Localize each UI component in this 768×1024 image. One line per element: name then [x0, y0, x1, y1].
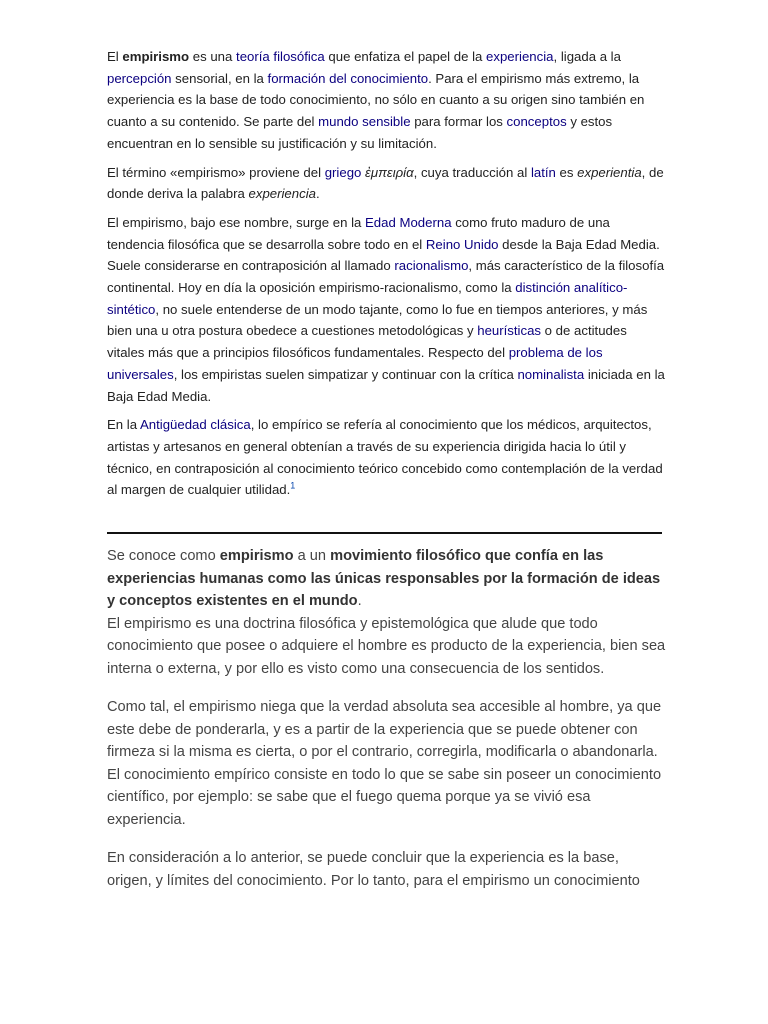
text: El empirismo, bajo ese nombre, surge en la [107, 214, 366, 230]
text: y estos encuentran en lo sensible su justificación y su limitación. [107, 114, 613, 151]
text: es [555, 164, 578, 180]
link-percepcion[interactable]: percepción [107, 70, 172, 86]
link-racionalismo[interactable]: racionalismo [394, 258, 469, 274]
reference-superscript [290, 481, 295, 491]
text: , ligada a la [553, 49, 621, 64]
text: , cuya traducción al [413, 164, 531, 180]
wiki-paragraph-4 [107, 414, 667, 501]
text: , los empiristas suelen simpatizar y continuar con la crítica [173, 366, 518, 382]
link-edad-moderna[interactable]: Edad Moderna [365, 214, 452, 230]
link-experiencia[interactable]: experiencia [486, 49, 554, 64]
link-distincion-analitico-sintetico[interactable]: distinción analítico-sintético [107, 280, 628, 317]
text: El término «empirismo» proviene del [107, 164, 325, 180]
text: desde la Baja Edad Media. Suele considerarse en contraposición al llamado [107, 236, 660, 274]
text: , más característico de la filosofía continental. Hoy en día la oposición empirismo-racionalismo, como la [107, 258, 665, 296]
link-teoria-filosofica[interactable]: teoría filosófica [236, 49, 325, 64]
text: En la [107, 417, 140, 433]
text: , de donde deriva la palabra [107, 164, 664, 202]
text: , no suele entenderse de un modo tajante, como lo fue en tiempos anteriores, y más bien una u otra postura obedece a cuestiones metodológicas y [107, 301, 648, 339]
latin-word: experientia [577, 164, 642, 180]
spanish-word: experiencia [248, 186, 316, 202]
reference-link[interactable]: 1 [290, 480, 296, 491]
link-conceptos[interactable]: conceptos [506, 114, 567, 130]
wiki-paragraph-3 [107, 212, 667, 407]
text: . [357, 593, 362, 609]
term-empirismo: empirismo [219, 548, 294, 564]
text: Se conoce como [107, 548, 220, 564]
text: para formar los [410, 114, 507, 130]
text: sensorial, en la [171, 70, 268, 86]
text: es una [189, 49, 237, 64]
wiki-paragraph-1 [107, 46, 667, 155]
text: iniciada en la Baja Edad Media. [107, 366, 665, 404]
term-empirismo: empirismo [122, 49, 190, 64]
text: . [315, 186, 320, 202]
link-antiguedad-clasica[interactable]: Antigüedad clásica [140, 417, 251, 433]
wiki-paragraph-2 [107, 162, 667, 205]
link-reino-unido[interactable]: Reino Unido [425, 236, 499, 252]
text: como fruto maduro de una tendencia filosófica que se desarrolla sobre todo en el [107, 214, 610, 252]
article-paragraph-3: Como tal, el empirismo niega que la verdad absoluta sea accesible al hombre, ya que este debe de ponderarla, y es a partir de la experiencia que se puede obtener con firmeza si la misma es cierta, o por el contrario, corregirla, modificarla o abandonarla. El conocimiento empírico consiste en todo lo que se sabe sin poseer un conocimiento científico, por ejemplo: se sabe que el fuego quema porque ya se vivió esa experiencia. [107, 699, 662, 828]
text: , lo empírico se refería al conocimiento que los médicos, arquitectos, artistas y artesanos en general obtenían a través de su experiencia dirigida hacia lo útil y técnico, en contraposición al conocimiento teórico concebido como contemplación de la verdad al margen de cualquier utilidad. [107, 417, 663, 498]
link-nominalista[interactable]: nominalista [517, 366, 585, 382]
text: a un [293, 548, 331, 564]
greek-word: ἐμπειρία [365, 164, 414, 180]
link-problema-de-los-universales[interactable]: problema de los universales [107, 345, 603, 382]
article-paragraph-1 [107, 545, 667, 613]
link-formacion-del-conocimiento[interactable]: formación del conocimiento [267, 70, 429, 86]
text: El [107, 49, 123, 64]
text: . Para el empirismo más extremo, la experiencia es la base de todo conocimiento, no sólo en cuanto a su origen sino también en cuanto a su contenido. Se parte del [107, 70, 645, 130]
link-griego[interactable]: griego [324, 164, 362, 180]
article-paragraph-2: El empirismo es una doctrina filosófica y epistemológica que alude que todo conocimiento que posee o adquiere el hombre es producto de la experiencia, bien sea interna o externa, y por ello es visto como una consecuencia de los sentidos. [107, 615, 666, 677]
article-text [107, 545, 667, 908]
article-paragraph-4: En consideración a lo anterior, se puede concluir que la experiencia es la base, origen, y límites del conocimiento. Por lo tanto, para el empirismo un conocimiento [107, 850, 640, 889]
text: que enfatiza el papel de la [324, 49, 487, 64]
link-mundo-sensible[interactable]: mundo sensible [318, 114, 411, 130]
definition-highlight: movimiento filosófico que confía en las experiencias humanas como las únicas responsables por la formación de ideas y conceptos existentes en el mundo [107, 548, 661, 609]
link-heuristicas[interactable]: heurísticas [477, 323, 542, 339]
text: o de actitudes vitales más que a principios filosóficos fundamentales. Respecto del [107, 323, 627, 361]
link-latin[interactable]: latín [530, 164, 556, 180]
wiki-excerpt [107, 46, 667, 508]
section-divider [107, 532, 662, 534]
